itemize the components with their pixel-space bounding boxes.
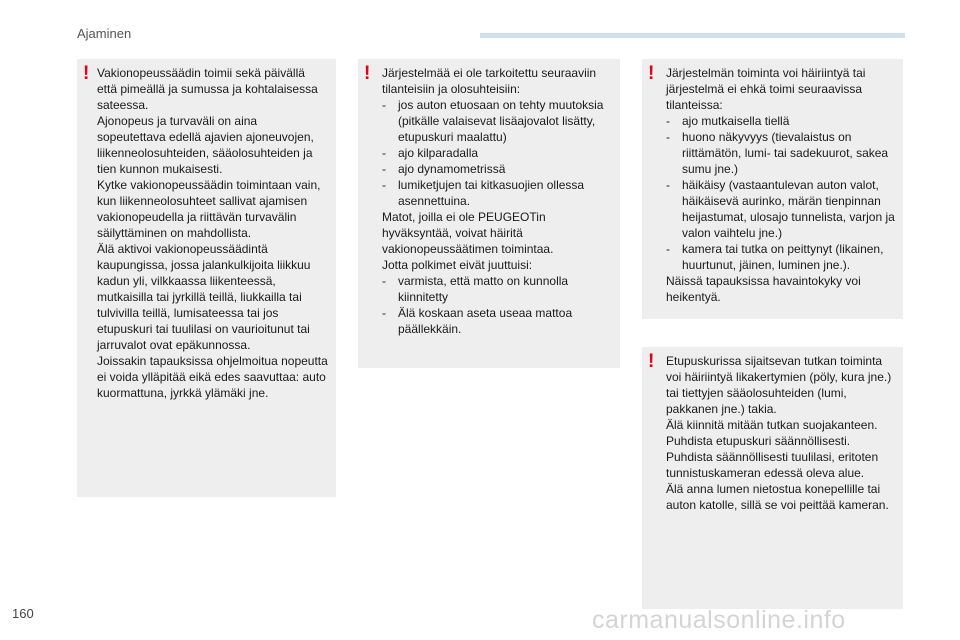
watermark: carmanualsonline.info <box>592 606 846 634</box>
paragraph: Joissakin tapauksissa ohjelmoitua nopeutta ei voida ylläpitää eikä edes saavuttaa: auto kuormattuna, jyrkkä ylämäki jne. <box>97 354 328 400</box>
section-title: Ajaminen <box>77 26 132 41</box>
warning-icon: ! <box>364 63 371 84</box>
paragraph: Etupuskurissa sijaitsevan tutkan toiminta voi häiriintyä likakertymien (pöly, kura jne.) tai tiettyjen sääolosuhteiden (lumi, pakkanen jne.) takia. <box>666 354 892 416</box>
bullet-list <box>666 113 895 273</box>
bullet-list <box>382 273 612 337</box>
list-item: - huono näkyvyys (tievalaistus on riittämätön, lumi- tai sadekuurot, sakea sumu jne.) <box>666 129 895 177</box>
list-item: - ajo kilparadalla <box>382 145 612 161</box>
bullet-list <box>382 97 612 209</box>
warning-box-radar <box>642 347 903 609</box>
paragraph: Näissä tapauksissa havaintokyky voi heikentyä. <box>666 274 861 304</box>
warning-icon: ! <box>83 63 90 84</box>
paragraph: Kytke vakionopeussäädin toimintaan vain, kun liikenneolosuhteet sallivat ajamisen vakionopeudella ja riittävän turvavälin säilyttäminen on mahdollista. <box>97 178 321 240</box>
list-item: - häikäisy (vastaantulevan auton valot, häikäisevä aurinko, märän tienpinnan heijastumat, ulosajo tunnelista, varjon ja valon vaihtelu jne.) <box>666 177 895 241</box>
paragraph: Järjestelmän toiminta voi häiriintyä tai järjestelmä ei ehkä toimi seuraavissa tilanteissa: <box>666 66 866 112</box>
paragraph: Matot, joilla ei ole PEUGEOTin hyväksyntää, voivat häiritä vakionopeussäätimen toimintaa. <box>382 210 554 256</box>
paragraph: Älä anna lumen nietostua konepellille tai auton katolle, sillä se voi peittää kameran. <box>666 482 889 512</box>
paragraph: Älä aktivoi vakionopeussäädintä kaupungissa, jossa jalankulkijoita liikkuu kadun yli, vilkkaassa liikenteessä, mutkaisilla tai jyrkillä teillä, liukkailla tai tulvivilla teillä, lumisateessa tai jos etupuskuri tai tuulilasi on vaurioitunut tai jarruvalot ovat epäkunnossa. <box>97 242 311 352</box>
warning-icon: ! <box>648 63 655 84</box>
list-item: - ajo dynamometrissä <box>382 161 612 177</box>
paragraph: Vakionopeussäädin toimii sekä päivällä että pimeällä ja sumussa ja kohtalaisessa sateessa. <box>97 66 318 112</box>
paragraph: Puhdista etupuskuri säännöllisesti. <box>666 434 851 448</box>
warning-box-disturbances <box>642 59 903 319</box>
page-number: 160 <box>12 606 34 621</box>
list-item: - Älä koskaan aseta useaa mattoa päällekkäin. <box>382 305 612 337</box>
warning-box-not-intended <box>358 59 620 368</box>
list-item: - lumiketjujen tai kitkasuojien ollessa asennettuina. <box>382 177 612 209</box>
paragraph: Älä kiinnitä mitään tutkan suojakanteen. <box>666 418 878 432</box>
list-item: - kamera tai tutka on peittynyt (likainen, huurtunut, jäinen, luminen jne.). <box>666 241 895 273</box>
paragraph: Järjestelmää ei ole tarkoitettu seuraaviin tilanteisiin ja olosuhteisiin: <box>382 66 597 96</box>
header-bar <box>480 33 905 38</box>
list-item: - ajo mutkaisella tiellä <box>666 113 895 129</box>
paragraph: Jotta polkimet eivät juuttuisi: <box>382 258 533 272</box>
warning-box-cruise-control <box>77 59 336 497</box>
list-item: - varmista, että matto on kunnolla kiinnitetty <box>382 273 612 305</box>
list-item: - jos auton etuosaan on tehty muutoksia (pitkälle valaisevat lisäajovalot lisätty, etupuskuri maalattu) <box>382 97 612 145</box>
warning-icon: ! <box>648 351 655 372</box>
paragraph: Puhdista säännöllisesti tuulilasi, eritoten tunnistuskameran edessä oleva alue. <box>666 450 879 480</box>
paragraph: Ajonopeus ja turvaväli on aina sopeutettava edellä ajavien ajoneuvojen, liikenneolosuhteiden, sääolosuhteiden ja tien kunnon mukaisesti. <box>97 114 314 176</box>
